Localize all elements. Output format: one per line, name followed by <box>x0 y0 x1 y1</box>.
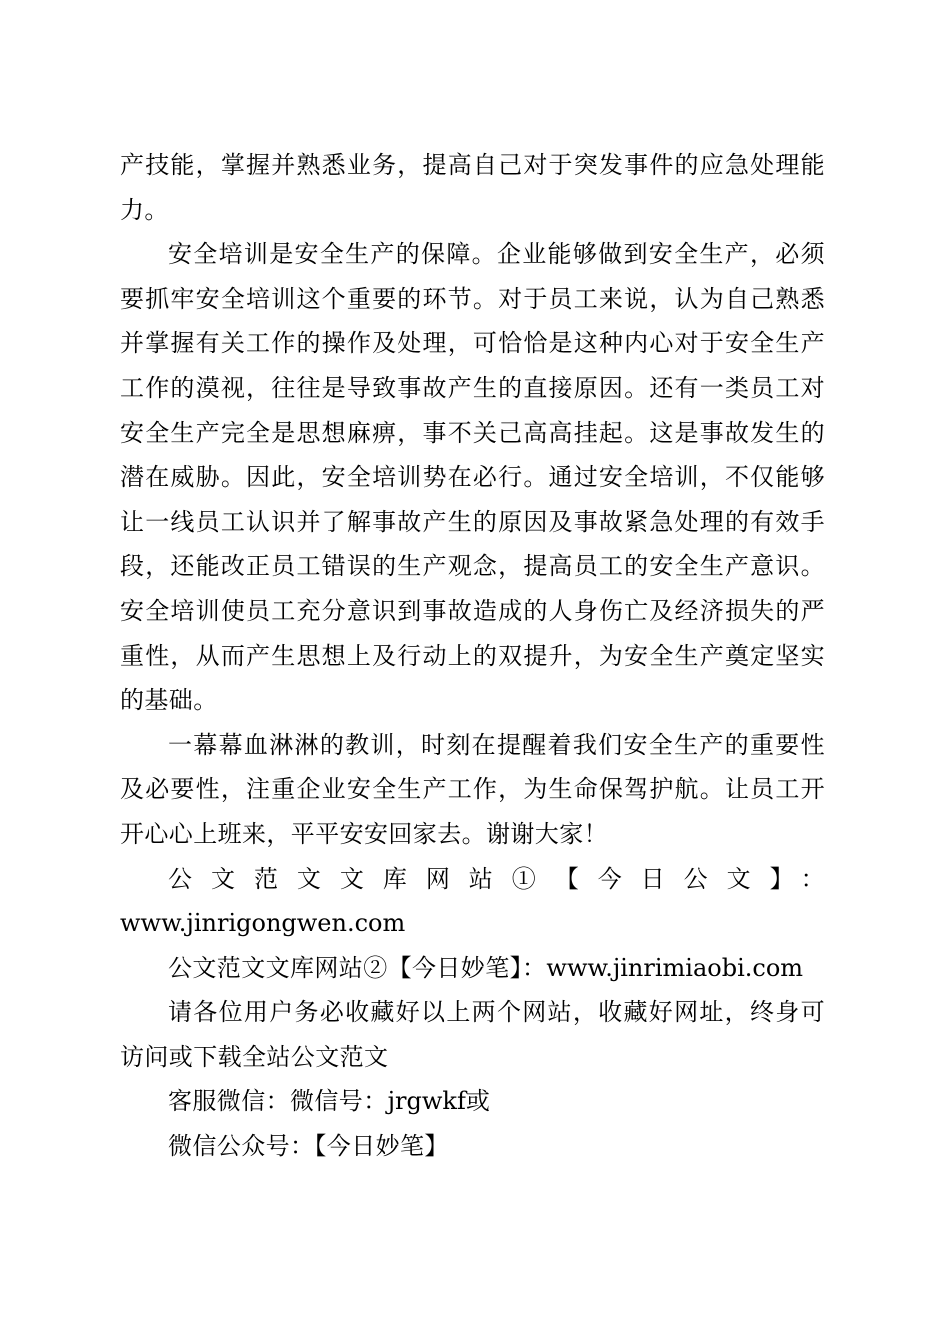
paragraph-safety-training: 安全培训是安全生产的保障。企业能够做到安全生产，必须要抓牢安全培训这个重要的环节。对于员工来说，认为自己熟悉并掌握有关工作的操作及处理，可恰恰是这种内心对于安全生产工作的漠视，往往是导致事故产生的直接原因。还有一类员工对安全生产完全是思想麻痹，事不关己高高挂起。这是事故发生的潜在威胁。因此，安全培训势在必行。通过安全培训，不仅能够让一线员工认识并了解事故产生的原因及事故紧急处理的有效手段，还能改正员工错误的生产观念，提高员工的安全生产意识。安全培训使员工充分意识到事故造成的人身伤亡及经济损失的严重性，从而产生思想上及行动上的双提升，为安全生产奠定坚实的基础。 <box>120 240 825 715</box>
service-or: 或 <box>465 1087 491 1116</box>
footer-site1 <box>120 857 825 902</box>
footer-site2 <box>120 946 825 991</box>
footer-site1-url-line <box>120 901 825 946</box>
site1-url[interactable]: www.jinrigongwen.com <box>120 909 406 938</box>
service-id: jrgwkf <box>387 1087 466 1116</box>
document-body <box>120 143 825 1169</box>
footer-service <box>120 1079 825 1124</box>
site1-label: 公文范文文库网站①【今日公文】： <box>168 864 825 893</box>
site2-label: 公文范文文库网站②【今日妙笔】： <box>168 953 547 982</box>
footer-notice: 请各位用户务必收藏好以上两个网站，收藏好网址，终身可访问或下载全站公文范文 <box>120 998 825 1071</box>
paragraph-closing: 一幕幕血淋淋的教训，时刻在提醒着我们安全生产的重要性及必要性，注重企业安全生产工作，为生命保驾护航。让员工开开心心上班来，平平安安回家去。谢谢大家！ <box>120 730 825 848</box>
paragraph-continuation: 产技能，掌握并熟悉业务，提高自己对于突发事件的应急处理能力。 <box>120 151 825 224</box>
footer-official-account: 微信公众号：【今日妙笔】 <box>168 1132 449 1161</box>
service-label: 客服微信：微信号： <box>168 1087 388 1116</box>
site2-url[interactable]: www.jinrimiaobi.com <box>546 953 804 982</box>
